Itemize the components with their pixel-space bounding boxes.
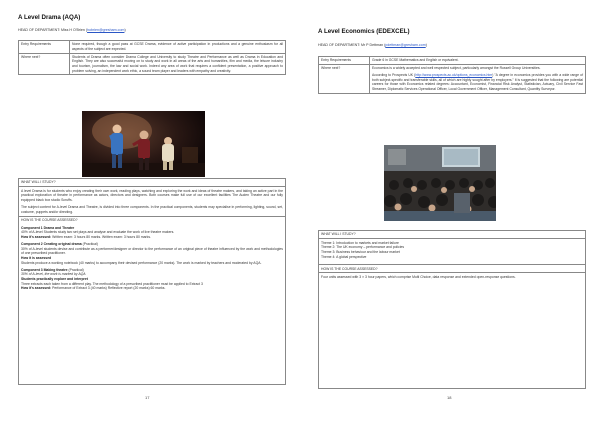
page-title: A Level Economics (EDEXCEL) bbox=[318, 28, 410, 35]
theme-item: Theme 4: A global perspective bbox=[321, 254, 367, 259]
assess-header: HOW IS THE COURSE ASSESSED? bbox=[21, 217, 78, 222]
theme-item: Theme 1: Introduction to markets and market failure bbox=[321, 240, 399, 245]
drama-photo-image bbox=[82, 111, 205, 177]
head-of-department bbox=[18, 28, 126, 32]
component-2-text: 30% of A-level students devise and contribute as a performer/designer or director to the performance of an original piece of theatre influenced by the work and methodologies of one prescribed practitioner. bbox=[21, 246, 283, 256]
component-3-how-label: How it's assessed: bbox=[21, 286, 52, 291]
hod-email-link[interactable]: hobrien@gresham.com bbox=[87, 28, 125, 32]
table-row bbox=[19, 53, 286, 75]
head-of-department bbox=[318, 43, 427, 47]
prospects-link[interactable]: http://www.prospects.ac.uk/options_economics.htm bbox=[415, 73, 493, 78]
study-header: WHAT WILL I STUDY? bbox=[19, 179, 285, 187]
row-text-entry: None required, though a good pass at GCSE Drama, evidence of active participation in productions and a genuine enthusiasm for all aspects of the subject are expected. bbox=[70, 41, 286, 54]
component-1-how-label: How it's assessed: bbox=[21, 235, 52, 240]
theme-item: Theme 3: Business behaviour and the labour market bbox=[321, 249, 400, 254]
assess-header: HOW IS THE COURSE ASSESSED? bbox=[319, 265, 585, 273]
component-1-title: Component 1 Drama and Theatre bbox=[21, 225, 75, 230]
table-row bbox=[319, 64, 586, 93]
themes-list bbox=[319, 239, 585, 265]
info-table bbox=[318, 56, 586, 94]
where-next-text-b: ) "A degree in economics provides you with a wide range of both subject-specific and transferable skills, all of which are highly sought after by employers." It is suggested that the following are potential careers for those with Economics related degrees: Accountant, Economist, Financial Risk Analyst, Statistician, Actuary, Civil Service Fast Streamer, Diplomatic Services Operational Officer, Local Government Officer, Management Consultant, Quantity Surveyor. bbox=[372, 73, 584, 92]
component-2-how: Students produce a working notebook (40 marks) to accompany their devised performance (20 marks). The work is marked by teachers and moderated by AQA. bbox=[21, 260, 262, 265]
economics-photo bbox=[384, 145, 496, 221]
component-3-practical: (Practical) bbox=[67, 267, 84, 272]
row-text-where-next: Students of Drama often consider Drama College and University to study Theatre and Performance as well as Drama in Education and English. They are also successful moving on to study and work in all areas of the arts and humanities, film and media, the leisure industry and tourism, journalism, the law and social work. Indeed any area of work that requires a confident presentation, a positive approach to problem solving, an independent work ethic, a sound team player and leaders with empathy and creativity. bbox=[70, 53, 286, 75]
info-table bbox=[18, 40, 286, 75]
page-number: 18 bbox=[447, 395, 452, 400]
study-header: WHAT WILL I STUDY? bbox=[319, 231, 585, 239]
row-label-entry: Entry Requirements bbox=[19, 41, 70, 54]
where-next-paragraph-1: Economics is a widely accepted and well respected subject, particularly amongst the Russell Group Universities. bbox=[372, 66, 541, 71]
study-body bbox=[19, 187, 285, 217]
component-2-how-label: How it is assessed bbox=[21, 256, 52, 261]
study-paragraph-2: The subject content for A-level Drama and Theatre, is divided into three components. In the practical components, students may specialise in performing, lighting, sound, set, costume, puppets and/or directing. bbox=[21, 204, 283, 214]
row-label-entry: Entry Requirements bbox=[319, 57, 370, 65]
row-label-where-next: Where next? bbox=[319, 64, 370, 93]
hod-label: HEAD OF DEPARTMENT: Mr P Dettman ( bbox=[318, 43, 386, 47]
where-next-paragraph-2 bbox=[372, 73, 583, 91]
assess-body bbox=[19, 224, 285, 293]
row-label-where-next: Where next? bbox=[19, 53, 70, 75]
component-1-text: 40% of A-level Students study two set plays and analyse and evaluate the work of live theatre makers. bbox=[21, 230, 175, 235]
component-3-how: Performance of Extract 3 (40 marks) Reflective report (20 marks) 60 marks. bbox=[51, 286, 166, 291]
drama-photo bbox=[82, 111, 205, 177]
component-3-text: Three extracts each taken from a different play. The methodology of a prescribed practitioner must be applied to Extract 3 bbox=[21, 281, 203, 286]
hod-label: HEAD OF DEPARTMENT: Miss H O'Brien ( bbox=[18, 28, 88, 32]
page-title: A Level Drama (AQA) bbox=[18, 14, 81, 21]
economics-photo-image bbox=[384, 145, 496, 221]
page-economics bbox=[300, 0, 600, 424]
table-row bbox=[319, 57, 586, 65]
hod-close: ) bbox=[425, 43, 427, 47]
component-3-title: Component 3 Making theatre bbox=[21, 267, 68, 272]
theme-item: Theme 2: The UK economy – performance and policies bbox=[321, 245, 405, 250]
component-3-sub: Students practically explore and interpret bbox=[21, 277, 88, 281]
component-2-title: Component 2 Creating original drama bbox=[21, 242, 82, 246]
table-row bbox=[19, 41, 286, 54]
component-3-marked: 30% of A-level, the work is marked by AQA bbox=[21, 272, 86, 277]
where-next-text-a: According to Prospects UK ( bbox=[372, 73, 416, 78]
component-2-practical: (Practical) bbox=[81, 242, 98, 246]
page-number: 17 bbox=[145, 395, 150, 400]
component-1-how: Written exam: 3 hours 80 marks. Written exam: 3 hours 80 marks. bbox=[51, 235, 151, 240]
assess-body: Four units assessed with 3 × 3 hour papers, which comprise Multi Choice, data response and extended open-response questions. bbox=[321, 274, 516, 279]
study-assess-box bbox=[318, 230, 586, 389]
hod-email-link[interactable]: pdettman@gresham.com bbox=[385, 43, 426, 47]
row-text-where-next bbox=[370, 64, 586, 93]
hod-close: ) bbox=[124, 28, 126, 32]
study-paragraph-1: A level Drama is for students who enjoy creating their own work, reading plays, watching and exploring the work and ideas of theatre makers, and taking an active part in the practical exploration of theatre in performance as actors, directors and designers. Both courses make full use of our excellent facilities The Auden Theatre and our fully equipped black box studio Scruffs. bbox=[21, 188, 283, 202]
study-assess-box bbox=[18, 178, 286, 385]
row-text-entry: Grade 6 in GCSE Mathematics and English or equivalent. bbox=[370, 57, 586, 65]
